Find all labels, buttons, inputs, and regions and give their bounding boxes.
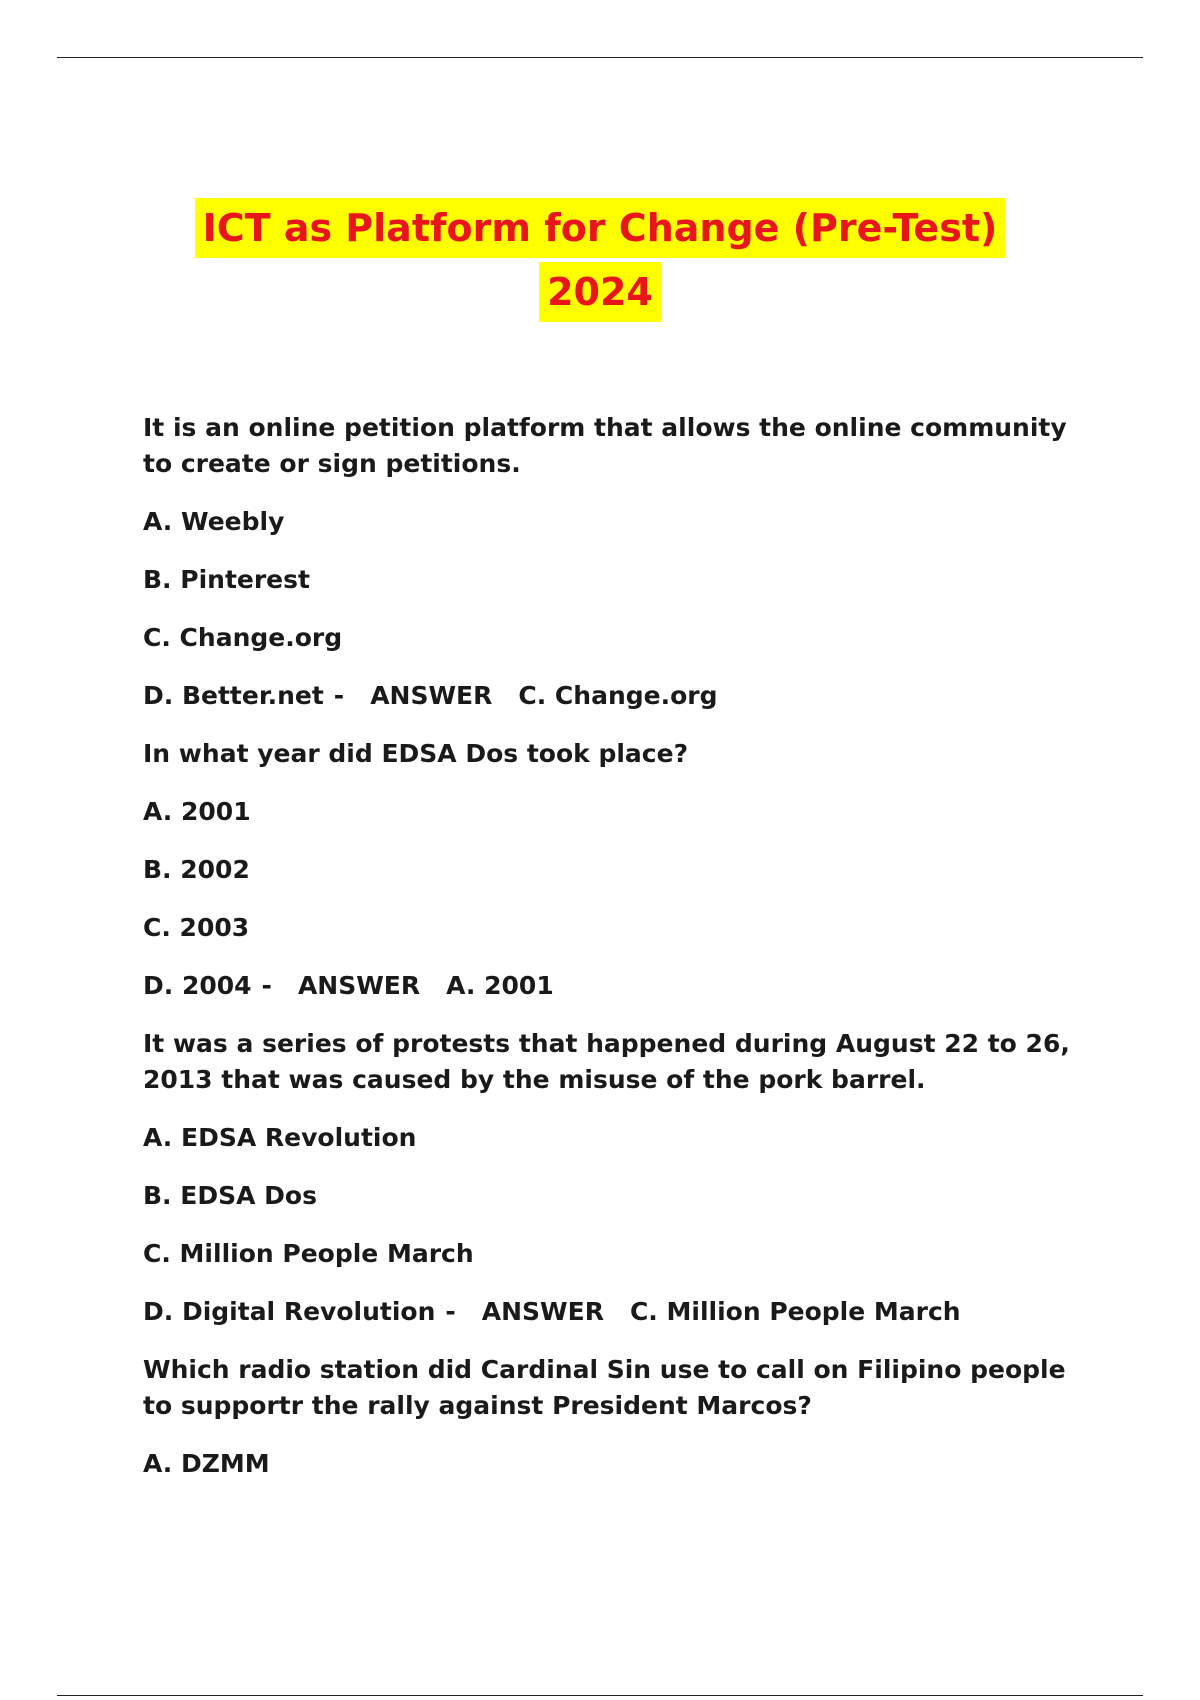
option-a: A. Weebly xyxy=(143,507,285,536)
question-prompt: It is an online petition platform that allows the online community to create or sign petitions. xyxy=(143,413,1067,478)
question-item xyxy=(143,1026,1083,1330)
option-d-with-answer xyxy=(143,678,1083,714)
option-d-with-answer xyxy=(143,968,1083,1004)
answer-separator: - xyxy=(445,1297,456,1326)
option-d: D. 2004 xyxy=(143,971,252,1000)
option-a: A. EDSA Revolution xyxy=(143,1123,417,1152)
option-c: C. Change.org xyxy=(143,623,343,652)
option-d-with-answer xyxy=(143,1294,1083,1330)
question-prompt: It was a series of protests that happened during August 22 to 26, 2013 that was caused by the misuse of the pork barrel. xyxy=(143,1029,1070,1094)
question-prompt: Which radio station did Cardinal Sin use to call on Filipino people to supportr the rally against President Marcos? xyxy=(143,1355,1066,1420)
option-a: A. DZMM xyxy=(143,1449,270,1478)
answer-value: C. Million People March xyxy=(629,1297,961,1326)
option-d: D. Digital Revolution xyxy=(143,1297,436,1326)
option-b: B. Pinterest xyxy=(143,565,310,594)
question-prompt: In what year did EDSA Dos took place? xyxy=(143,739,689,768)
question-item xyxy=(143,736,1083,1004)
answer-value: A. 2001 xyxy=(446,971,554,1000)
question-list xyxy=(143,410,1083,1504)
answer-label: ANSWER xyxy=(297,971,421,1000)
answer-value: C. Change.org xyxy=(518,681,718,710)
answer-separator: - xyxy=(261,971,272,1000)
option-b: B. EDSA Dos xyxy=(143,1181,317,1210)
question-item xyxy=(143,1352,1083,1482)
option-c: C. 2003 xyxy=(143,913,250,942)
option-b: B. 2002 xyxy=(143,855,250,884)
footer-rule xyxy=(57,1695,1143,1696)
question-item xyxy=(143,410,1083,714)
option-c: C. Million People March xyxy=(143,1239,474,1268)
header-rule xyxy=(57,57,1143,58)
answer-separator: - xyxy=(333,681,345,710)
document-title xyxy=(0,198,1200,322)
title-line-1: ICT as Platform for Change (Pre-Test) xyxy=(195,198,1006,258)
option-a: A. 2001 xyxy=(143,797,251,826)
answer-label: ANSWER xyxy=(370,681,493,710)
title-line-2: 2024 xyxy=(539,262,661,322)
answer-label: ANSWER xyxy=(481,1297,604,1326)
option-d: D. Better.net xyxy=(143,681,324,710)
